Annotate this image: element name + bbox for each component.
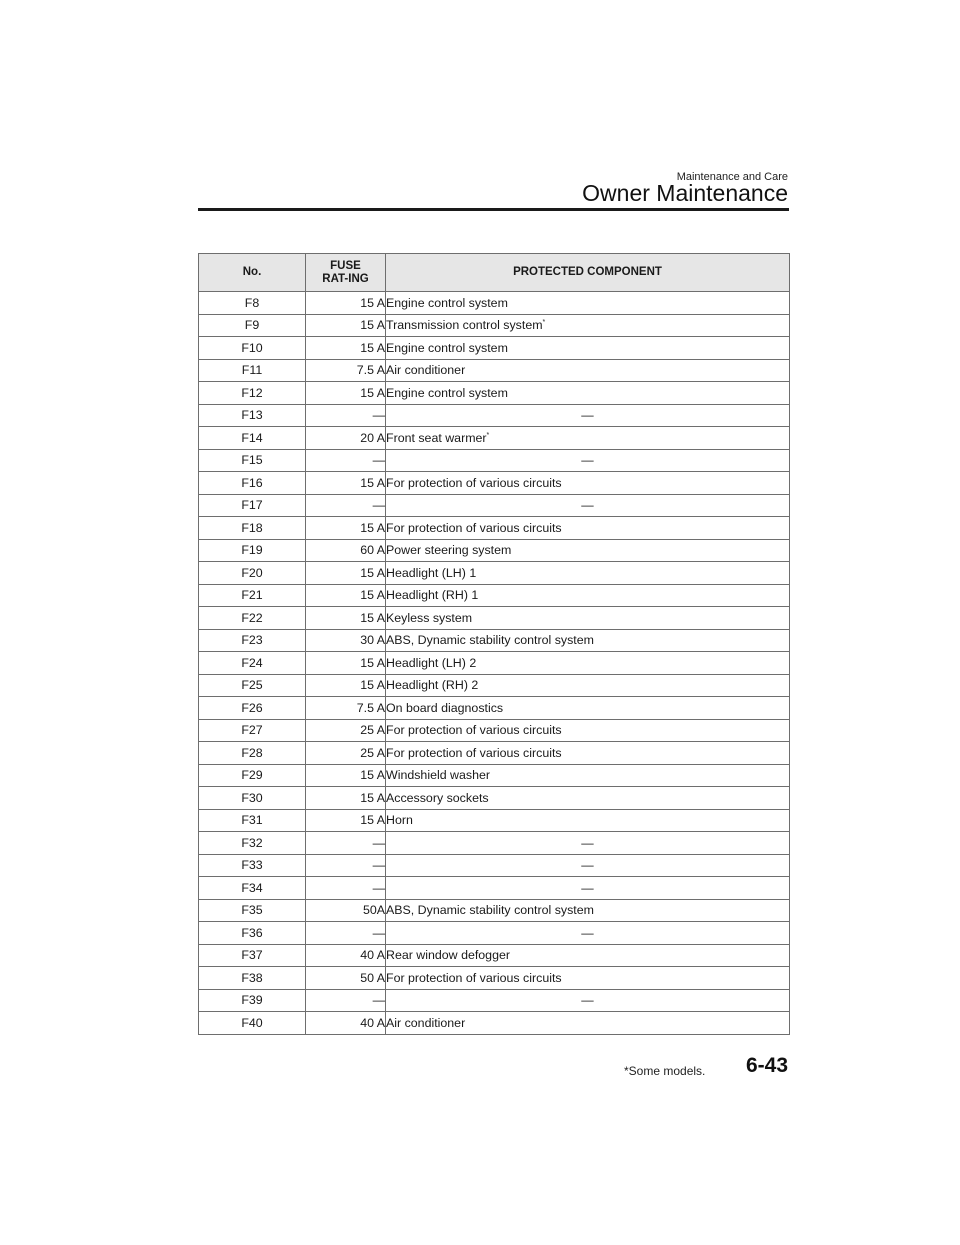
table-row: [199, 337, 790, 360]
fuse-rating: 20 A: [306, 427, 386, 450]
protected-component: [386, 404, 790, 427]
component-text: Engine control system: [386, 385, 508, 400]
component-text: Headlight (RH) 1: [386, 588, 479, 603]
fuse-number: F32: [199, 832, 306, 855]
component-text: Engine control system: [386, 295, 508, 310]
fuse-number: F12: [199, 382, 306, 405]
protected-component: [386, 899, 790, 922]
fuse-number: F35: [199, 899, 306, 922]
table-row: [199, 562, 790, 585]
component-text: Horn: [386, 813, 413, 828]
table-row: [199, 742, 790, 765]
protected-component: [386, 697, 790, 720]
fuse-rating: —: [306, 854, 386, 877]
component-text: Engine control system: [386, 340, 508, 355]
component-text: —: [581, 925, 594, 940]
table-header-row: [199, 254, 790, 292]
fuse-rating: 15 A: [306, 472, 386, 495]
fuse-rating: 50 A: [306, 967, 386, 990]
fuse-rating: 40 A: [306, 944, 386, 967]
component-text: On board diagnostics: [386, 700, 504, 715]
protected-component: [386, 719, 790, 742]
table-row: [199, 922, 790, 945]
protected-component: [386, 674, 790, 697]
header-divider: [198, 208, 789, 211]
component-text: —: [581, 453, 594, 468]
table-row: [199, 809, 790, 832]
fuse-rating: 60 A: [306, 539, 386, 562]
fuse-rating: 30 A: [306, 629, 386, 652]
protected-component: [386, 314, 790, 337]
fuse-rating: 40 A: [306, 1012, 386, 1035]
fuse-rating: 15 A: [306, 517, 386, 540]
fuse-number: F33: [199, 854, 306, 877]
table-row: [199, 629, 790, 652]
component-text: ABS, Dynamic stability control system: [386, 633, 594, 648]
table-row: [199, 539, 790, 562]
page-number: 6-43: [745, 1054, 788, 1077]
component-text: Air conditioner: [386, 1015, 466, 1030]
component-text: For protection of various circuits: [386, 723, 562, 738]
table-row: [199, 697, 790, 720]
fuse-number: F37: [199, 944, 306, 967]
fuse-rating: 15 A: [306, 652, 386, 675]
fuse-rating: 15 A: [306, 787, 386, 810]
fuse-number: F26: [199, 697, 306, 720]
fuse-number: F21: [199, 584, 306, 607]
column-header-no: No.: [199, 254, 306, 292]
component-text: For protection of various circuits: [386, 745, 562, 760]
fuse-number: F31: [199, 809, 306, 832]
protected-component: [386, 877, 790, 900]
fuse-number: F11: [199, 359, 306, 382]
table-row: [199, 854, 790, 877]
fuse-table: [198, 253, 790, 1035]
component-text: For protection of various circuits: [386, 970, 562, 985]
protected-component: [386, 989, 790, 1012]
fuse-rating: 25 A: [306, 719, 386, 742]
component-text: Windshield washer: [386, 768, 490, 783]
table-row: [199, 944, 790, 967]
section-label: Maintenance and Care: [676, 171, 788, 183]
fuse-number: F10: [199, 337, 306, 360]
table-row: [199, 314, 790, 337]
protected-component: [386, 584, 790, 607]
protected-component: [386, 292, 790, 315]
table-row: [199, 899, 790, 922]
column-header-protected-component: PROTECTED COMPONENT: [386, 254, 790, 292]
component-text: —: [581, 408, 594, 423]
fuse-rating: —: [306, 877, 386, 900]
fuse-number: F16: [199, 472, 306, 495]
fuse-number: F27: [199, 719, 306, 742]
protected-component: [386, 539, 790, 562]
protected-component: [386, 944, 790, 967]
protected-component: [386, 382, 790, 405]
fuse-number: F40: [199, 1012, 306, 1035]
fuse-rating: —: [306, 989, 386, 1012]
fuse-rating: 15 A: [306, 809, 386, 832]
fuse-number: F24: [199, 652, 306, 675]
fuse-number: F38: [199, 967, 306, 990]
fuse-rating: 15 A: [306, 607, 386, 630]
fuse-rating: 7.5 A: [306, 697, 386, 720]
protected-component: [386, 809, 790, 832]
fuse-number: F9: [199, 314, 306, 337]
table-row: [199, 427, 790, 450]
protected-component: [386, 629, 790, 652]
fuse-rating: 15 A: [306, 314, 386, 337]
some-models-asterisk: *: [486, 431, 490, 439]
component-text: Front seat warmer: [386, 430, 487, 445]
fuse-number: F18: [199, 517, 306, 540]
protected-component: [386, 787, 790, 810]
protected-component: [386, 1012, 790, 1035]
fuse-rating: 15 A: [306, 584, 386, 607]
table-row: [199, 292, 790, 315]
table-row: [199, 764, 790, 787]
table-row: [199, 404, 790, 427]
fuse-number: F22: [199, 607, 306, 630]
table-row: [199, 652, 790, 675]
protected-component: [386, 607, 790, 630]
table-row: [199, 472, 790, 495]
fuse-rating: —: [306, 449, 386, 472]
fuse-number: F36: [199, 922, 306, 945]
table-row: [199, 967, 790, 990]
protected-component: [386, 832, 790, 855]
component-text: —: [581, 835, 594, 850]
protected-component: [386, 517, 790, 540]
fuse-number: F39: [199, 989, 306, 1012]
table-row: [199, 382, 790, 405]
page-title: Owner Maintenance: [582, 180, 788, 206]
protected-component: [386, 562, 790, 585]
fuse-number: F30: [199, 787, 306, 810]
component-text: Headlight (LH) 2: [386, 655, 477, 670]
table-row: [199, 787, 790, 810]
fuse-rating: 15 A: [306, 674, 386, 697]
fuse-rating: —: [306, 494, 386, 517]
component-text: Headlight (LH) 1: [386, 565, 477, 580]
fuse-rating: 15 A: [306, 292, 386, 315]
component-text: For protection of various circuits: [386, 520, 562, 535]
fuse-rating-header-text: FUSE RAT-ING: [322, 259, 369, 285]
fuse-rating: —: [306, 832, 386, 855]
fuse-table-body: [199, 292, 790, 1035]
fuse-number: F20: [199, 562, 306, 585]
protected-component: [386, 337, 790, 360]
fuse-number: F15: [199, 449, 306, 472]
component-text: Keyless system: [386, 610, 473, 625]
table-row: [199, 584, 790, 607]
protected-component: [386, 922, 790, 945]
fuse-number: F17: [199, 494, 306, 517]
protected-component: [386, 652, 790, 675]
table-row: [199, 1012, 790, 1035]
table-row: [199, 832, 790, 855]
fuse-rating: 15 A: [306, 764, 386, 787]
fuse-rating: —: [306, 922, 386, 945]
protected-component: [386, 472, 790, 495]
component-text: —: [581, 858, 594, 873]
fuse-rating: 15 A: [306, 382, 386, 405]
protected-component: [386, 449, 790, 472]
fuse-rating: 15 A: [306, 562, 386, 585]
component-text: Air conditioner: [386, 363, 466, 378]
protected-component: [386, 742, 790, 765]
fuse-number: F19: [199, 539, 306, 562]
table-row: [199, 674, 790, 697]
table-row: [199, 494, 790, 517]
table-row: [199, 449, 790, 472]
fuse-rating: —: [306, 404, 386, 427]
fuse-number: F29: [199, 764, 306, 787]
protected-component: [386, 427, 790, 450]
table-row: [199, 877, 790, 900]
fuse-rating: 25 A: [306, 742, 386, 765]
column-header-fuse-rating: [306, 254, 386, 292]
fuse-rating: 7.5 A: [306, 359, 386, 382]
protected-component: [386, 854, 790, 877]
table-row: [199, 989, 790, 1012]
some-models-asterisk: *: [542, 319, 546, 327]
component-text: Headlight (RH) 2: [386, 678, 479, 693]
component-text: Power steering system: [386, 543, 512, 558]
table-row: [199, 359, 790, 382]
fuse-number: F28: [199, 742, 306, 765]
table-row: [199, 517, 790, 540]
protected-component: [386, 494, 790, 517]
footnote: *Some models.: [624, 1064, 706, 1078]
fuse-number: F14: [199, 427, 306, 450]
fuse-rating: 50A: [306, 899, 386, 922]
fuse-number: F8: [199, 292, 306, 315]
component-text: ABS, Dynamic stability control system: [386, 903, 594, 918]
table-row: [199, 607, 790, 630]
component-text: Rear window defogger: [386, 948, 510, 963]
protected-component: [386, 967, 790, 990]
component-text: —: [581, 880, 594, 895]
protected-component: [386, 359, 790, 382]
component-text: Transmission control system: [386, 318, 543, 333]
table-row: [199, 719, 790, 742]
component-text: Accessory sockets: [386, 790, 489, 805]
fuse-number: F23: [199, 629, 306, 652]
fuse-number: F13: [199, 404, 306, 427]
component-text: —: [581, 498, 594, 513]
component-text: —: [581, 993, 594, 1008]
fuse-rating: 15 A: [306, 337, 386, 360]
fuse-number: F34: [199, 877, 306, 900]
component-text: For protection of various circuits: [386, 475, 562, 490]
fuse-number: F25: [199, 674, 306, 697]
protected-component: [386, 764, 790, 787]
